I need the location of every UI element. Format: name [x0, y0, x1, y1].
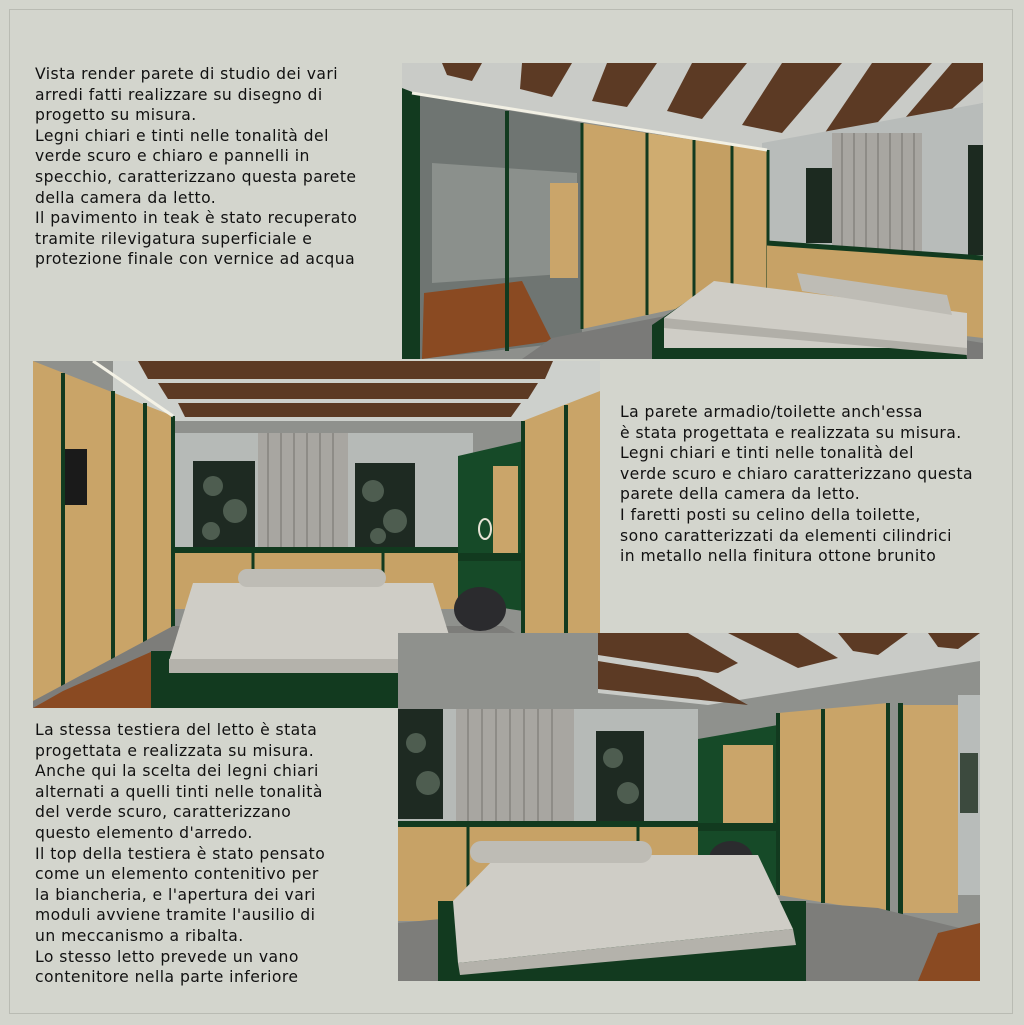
- description-wardrobe-toilette: La parete armadio/toilette anch'essa è stata progettata e realizzata su misura. Legni chiari e tinti nelle tonalità del verde scuro e chiaro caratterizzano questa parete della camera da letto. I faretti posti su celino della toilette, sono caratterizzati da elementi cilindrici in metallo nella finitura ottone brunito: [620, 403, 974, 566]
- description-headboard: La stessa testiera del letto è stata progettata e realizzata su misura. Anche qui la scelta dei legni chiari alternati a quelli tinti nelle tonalità del verde scuro, caratterizzano questo elemento d'arredo. Il top della testiera è stato pensato come un elemento contenitivo per la biancheria, e l'apertura dei vari moduli avviene tramite l'ausilio di un meccanismo a ribalta. Lo stesso letto prevede un vano contenitore nella parte inferiore: [35, 721, 326, 987]
- render-headboard: [398, 633, 980, 981]
- render-wardrobe-wall-illustration: [402, 63, 983, 359]
- render-wardrobe-wall: [402, 63, 983, 359]
- description-wardrobe-wall: Vista render parete di studio dei vari arredi fatti realizzare su disegno di progetto su misura. Legni chiari e tinti nelle tonalità del verde scuro e chiaro e pannelli in specchio, caratterizzano questa parete della camera da letto. Il pavimento in teak è stato recuperato tramite rilevigatura superficiale e protezione finale con vernice ad acqua: [35, 65, 358, 269]
- render-headboard-illustration: [398, 633, 980, 981]
